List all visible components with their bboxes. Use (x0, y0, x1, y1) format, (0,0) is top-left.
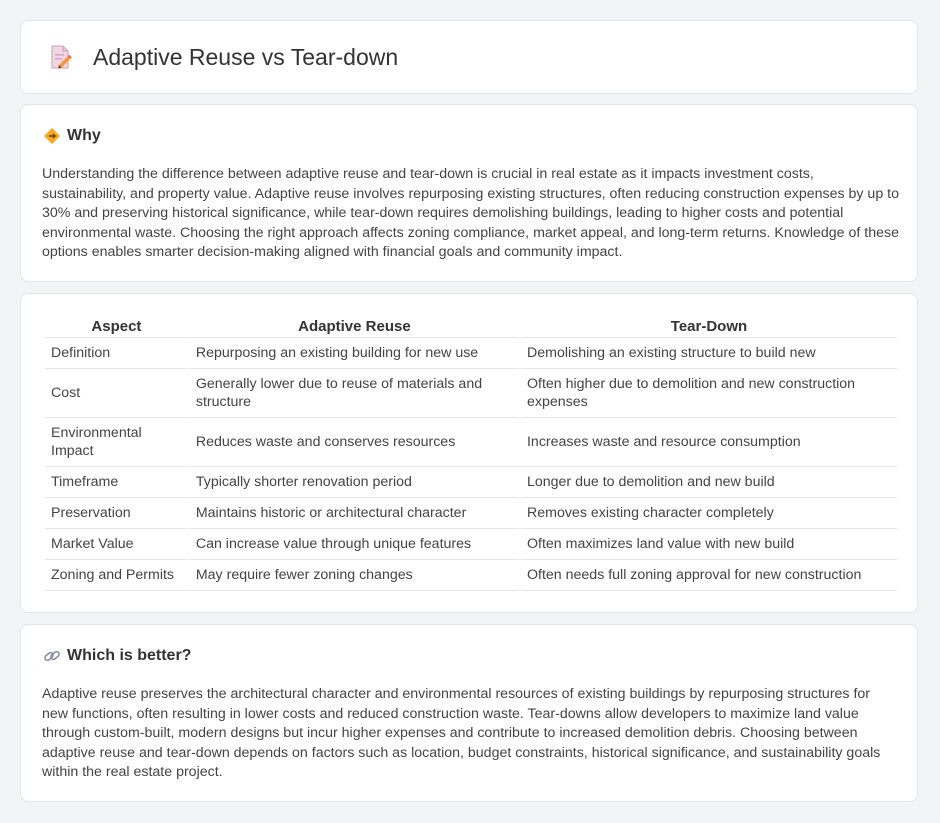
table-cell: Repurposing an existing building for new use (190, 338, 519, 369)
which-is-better-section (20, 624, 918, 802)
table-row (45, 467, 897, 498)
table-cell: Preservation (45, 498, 188, 529)
why-heading (43, 127, 101, 145)
table-cell: Typically shorter renovation period (190, 467, 519, 498)
table-cell: Maintains historic or architectural character (190, 498, 519, 529)
table-cell: Environmental Impact (45, 418, 188, 467)
why-body: Understanding the difference between adaptive reuse and tear-down is crucial in real estate as it impacts investment costs, sustainability, and property value. Adaptive reuse involves repurposing existing structures, often reducing construction expenses by up to 30% and preserving historical significance, while tear-down requires demolishing buildings, leading to higher costs and potential environmental waste. Choosing the right approach affects zoning compliance, market appeal, and long-term returns. Knowledge of these options enables smarter decision-making aligned with financial goals and community impact. (42, 166, 899, 260)
table-row (45, 529, 897, 560)
table-cell: Reduces waste and conserves resources (190, 418, 519, 467)
table-cell: Increases waste and resource consumption (521, 418, 897, 467)
table-cell: Can increase value through unique features (190, 529, 519, 560)
why-section (20, 104, 918, 282)
document-pencil-icon (47, 44, 73, 70)
page-title: Adaptive Reuse vs Tear-down (93, 44, 399, 70)
which-is-better-title: Which is better? (67, 647, 192, 664)
table-row (45, 498, 897, 529)
table-cell: Often needs full zoning approval for new construction (521, 560, 897, 591)
table-row (45, 369, 897, 418)
table-cell: Often higher due to demolition and new construction expenses (521, 369, 897, 418)
column-header: Tear-Down (521, 316, 897, 338)
table-row (45, 418, 897, 467)
table-cell: May require fewer zoning changes (190, 560, 519, 591)
table-cell: Removes existing character completely (521, 498, 897, 529)
table-cell: Zoning and Permits (45, 560, 188, 591)
table-cell: Cost (45, 369, 188, 418)
which-is-better-heading (43, 647, 191, 665)
link-icon (43, 647, 61, 665)
table-row (45, 338, 897, 369)
table-cell: Longer due to demolition and new build (521, 467, 897, 498)
which-is-better-body: Adaptive reuse preserves the architectural character and environmental resources of existing buildings by repurposing structures for new functions, often resulting in lower costs and reduced construction waste. Tear-downs allow developers to maximize land value through custom-built, modern designs but incur higher expenses and contribute to increased demolition debris. Choosing between adaptive reuse and tear-down depends on factors such as location, budget constraints, historical significance, and sustainability goals within the real estate project. (42, 686, 881, 780)
table-cell: Often maximizes land value with new build (521, 529, 897, 560)
table-cell: Timeframe (45, 467, 188, 498)
page-header (47, 43, 398, 71)
table-cell: Market Value (45, 529, 188, 560)
comparison-table (43, 316, 899, 591)
comparison-table-card (20, 293, 918, 613)
header-card (20, 20, 918, 94)
column-header: Aspect (45, 316, 188, 338)
table-header-row (45, 316, 897, 338)
column-header: Adaptive Reuse (190, 316, 519, 338)
table-row (45, 560, 897, 591)
diamond-signal-icon (43, 127, 61, 145)
table-cell: Demolishing an existing structure to build new (521, 338, 897, 369)
why-title: Why (67, 127, 101, 144)
table-cell: Definition (45, 338, 188, 369)
table-cell: Generally lower due to reuse of materials and structure (190, 369, 519, 418)
